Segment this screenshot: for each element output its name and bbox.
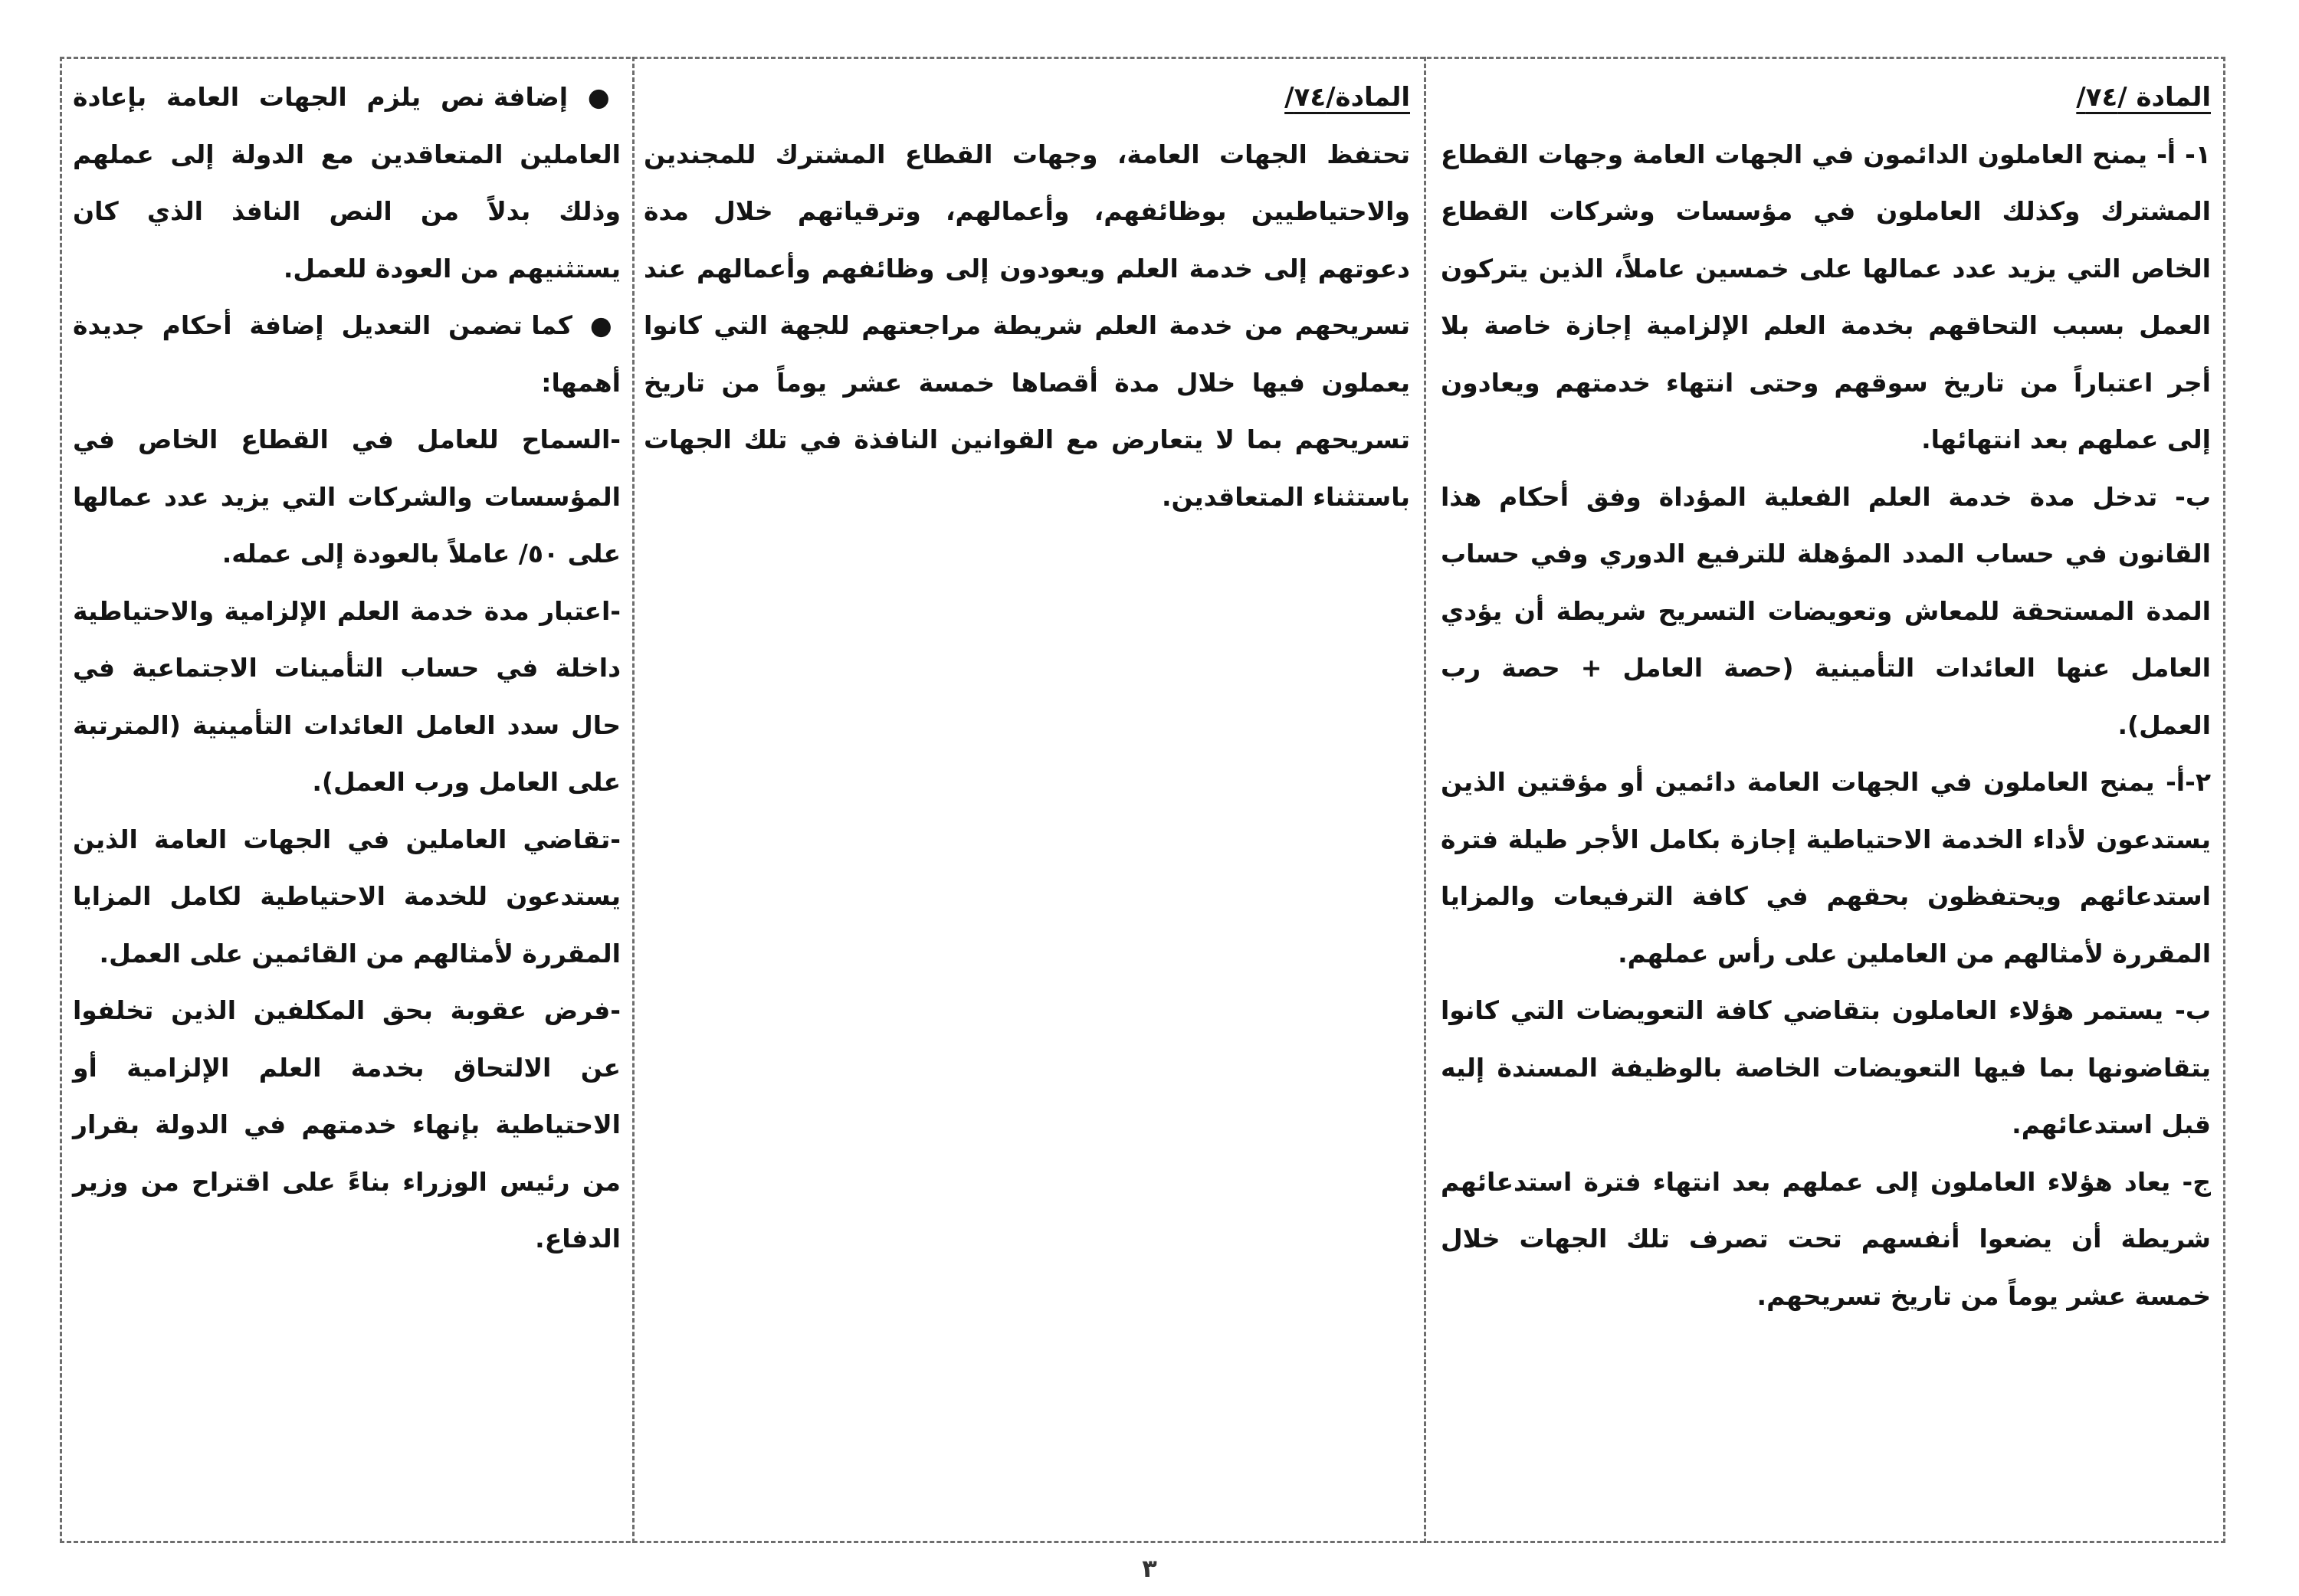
dash-item [73,411,621,583]
dash-marker: - [610,995,621,1025]
clause-1a [1441,126,2211,469]
dash-marker: - [610,824,621,854]
column-divider-right [1424,57,1426,1543]
clause-marker: ١- أ- [2156,139,2211,169]
clause-text: يمنح العاملون الدائمون في الجهات العامة وجهات القطاع المشترك وكذلك العاملون في مؤسسات وشركات القطاع الخاص التي يزيد عدد عمالها على خمسين عاملاً، الذين يتركون العمل بسبب التحاقهم بخدمة العلم الإلزامية إجازة خاصة بلا أجر اعتباراً من تاريخ سوقهم وحتى انتهاء خدمتهم ويعادون إلى عملهم بعد انتهائها. [1441,139,2211,454]
dash-text: فرض عقوبة بحق المكلفين الذين تخلفوا عن الالتحاق بخدمة العلم الإلزامية أو الاحتياطية بإنهاء خدمتهم في الدولة بقرار من رئيس الوزراء بناءً على اقتراح من وزير الدفاع. [73,995,621,1254]
dash-text: اعتبار مدة خدمة العلم الإلزامية والاحتياطية داخلة في حساب التأمينات الاجتماعية في حال سدد العامل العائدات التأمينية (المترتبة على العامل ورب العمل). [73,595,621,797]
clause-2b [1441,982,2211,1154]
clause-marker: ب- [2175,481,2211,512]
dash-text: تقاضي العاملين في الجهات العامة الذين يستدعون للخدمة الاحتياطية لكامل المزايا المقررة لأمثالهم من القائمين على العمل. [73,824,621,968]
bullet-text: كما تضمن التعديل إضافة أحكام جديدة أهمها: [73,310,621,398]
clause-marker: ب- [2175,995,2211,1025]
clause-marker: ٢-أ- [2166,767,2211,797]
clause-marker: ج- [2182,1166,2211,1197]
bullet-text: إضافة نص يلزم الجهات العامة بإعادة العاملين المتعاقدين مع الدولة إلى عملهم وذلك بدلاً من النص النافذ الذي كان يستثنيهم من العودة للعمل. [73,82,621,283]
column-middle [644,69,1410,526]
dash-marker: - [610,424,621,454]
bullet-icon: ● [587,82,621,112]
dash-item [73,982,621,1268]
bullet-item [73,297,621,411]
dash-marker: - [610,595,621,626]
column-left [73,69,621,1268]
clause-2c [1441,1154,2211,1326]
bullet-item [73,69,621,297]
clause-2a [1441,754,2211,982]
article-heading: المادة /٧٤/ [2076,82,2211,113]
page-number: ٣ [1142,1554,1157,1583]
column-divider-left [632,57,635,1543]
dash-item [73,811,621,983]
clause-1b [1441,469,2211,755]
dash-item [73,583,621,811]
clause-text: تدخل مدة خدمة العلم الفعلية المؤداة وفق أحكام هذا القانون في حساب المدد المؤهلة للترفيع الدوري وفي حساب المدة المستحقة للمعاش وتعويضات التسريح شريطة أن يؤدي العامل عنها العائدات التأمينية (حصة العامل + حصة رب العمل). [1441,481,2211,740]
clause-text: يمنح العاملون في الجهات العامة دائمين أو مؤقتين الذين يستدعون لأداء الخدمة الاحتياطية إجازة بكامل الأجر طيلة فترة استدعائهم ويحتفظون بحقهم في كافة الترفيعات والمزايا المقررة لأمثالهم من العاملين على رأس عملهم. [1441,767,2211,968]
column-right [1441,69,2211,1325]
bullet-icon: ● [589,310,621,340]
article-heading: المادة/٧٤/ [1284,82,1410,113]
clause-text: يستمر هؤلاء العاملون بتقاضي كافة التعويضات التي كانوا يتقاضونها بما فيها التعويضات الخاصة بالوظيفة المسندة إليه قبل استدعائهم. [1441,995,2211,1139]
clause-text: يعاد هؤلاء العاملون إلى عملهم بعد انتهاء فترة استدعائهم شريطة أن يضعوا أنفسهم تحت تصرف تلك الجهات خلال خمسة عشر يوماً من تاريخ تسريحهم. [1441,1166,2211,1311]
dash-text: السماح للعامل في القطاع الخاص في المؤسسات والشركات التي يزيد عدد عمالها على ٥٠/ عاملاً بالعودة إلى عمله. [73,424,621,569]
article-text: تحتفظ الجهات العامة، وجهات القطاع المشترك للمجندين والاحتياطيين بوظائفهم، وأعمالهم، وترقياتهم خلال مدة دعوتهم إلى خدمة العلم ويعودون إلى وظائفهم وأعمالهم عند تسريحهم من خدمة العلم شريطة مراجعتهم للجهة التي كانوا يعملون فيها خلال مدة أقصاها خمسة عشر يوماً من تاريخ تسريحهم بما لا يتعارض مع القوانين النافذة في تلك الجهات باستثناء المتعاقدين. [644,139,1410,512]
